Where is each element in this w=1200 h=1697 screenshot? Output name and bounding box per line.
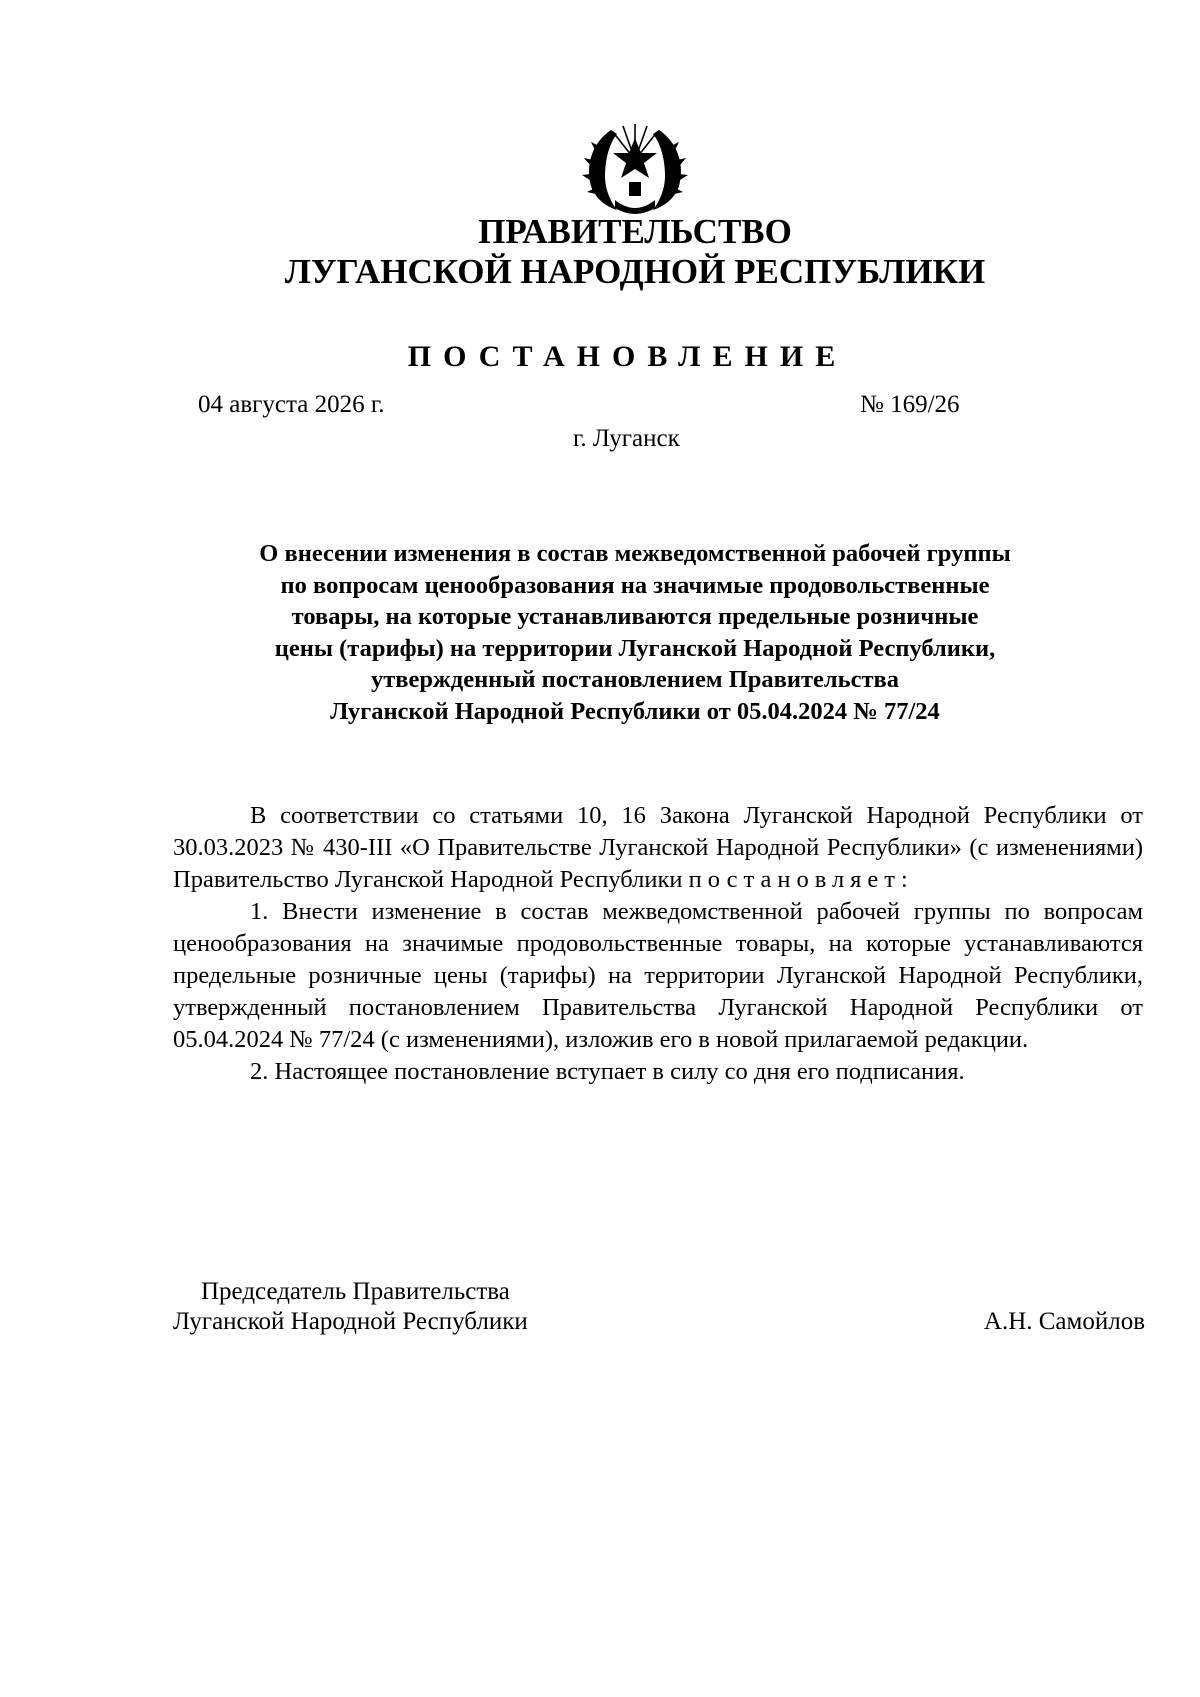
- signatory-position-line2: Луганской Народной Республики: [173, 1308, 528, 1335]
- item-2-paragraph: 2. Настоящее постановление вступает в силу со дня его подписания.: [250, 1058, 965, 1085]
- heading-line: цены (тарифы) на территории Луганской Народной Республики,: [274, 634, 996, 662]
- heading-line: товары, на которые устанавливаются предельные розничные: [291, 603, 979, 630]
- signatory-position: [173, 1277, 528, 1337]
- document-type: ПОСТАНОВЛЕНИЕ: [407, 340, 848, 373]
- organization-title: [0, 212, 1200, 292]
- preamble-text: В соответствии со статьями 10, 16 Закона Луганской Народной Республики от 30.03.2023 № 430-III «О Правительстве Луганской Народной Республики» (с изменениями) Правительство Луганской Народной Республики: [173, 802, 1143, 893]
- heading-line: Луганской Народной Республики от 05.04.2024 № 77/24: [330, 697, 940, 725]
- document-heading: [150, 538, 1120, 727]
- organization-title-line1: ПРАВИТЕЛЬСТВО: [478, 212, 792, 251]
- preamble-paragraph: [173, 800, 1143, 896]
- heading-line: по вопросам ценообразования на значимые продовольственные: [280, 571, 990, 599]
- document-body: [173, 800, 1143, 1088]
- coat-of-arms-icon: [571, 120, 699, 216]
- organization-title-line2: ЛУГАНСКОЙ НАРОДНОЙ РЕСПУБЛИКИ: [284, 252, 986, 291]
- document-number: № 169/26: [860, 391, 960, 418]
- heading-line: О внесении изменения в состав межведомственной рабочей группы: [259, 540, 1011, 567]
- heading-line: утвержденный постановлением Правительства: [371, 666, 899, 693]
- document-city: г. Луганск: [573, 425, 680, 452]
- signatory-position-line1: Председатель Правительства: [201, 1278, 510, 1305]
- item-1-paragraph: 1. Внести изменение в состав межведомственной рабочей группы по вопросам ценообразования на значимые продовольственные товары, на которые устанавливаются предельные розничные цены (тарифы) на территории Луганской Народной Республики, утвержденный постановлением Правительства Луганской Народной Республики от 05.04.2024 № 77/24 (с изменениями), изложив его в новой прилагаемой редакции.: [173, 898, 1143, 1053]
- decree-word: постановляет:: [688, 866, 914, 893]
- document-date: 04 августа 2026 г.: [198, 391, 385, 418]
- signatory-name: А.Н. Самойлов: [983, 1308, 1145, 1335]
